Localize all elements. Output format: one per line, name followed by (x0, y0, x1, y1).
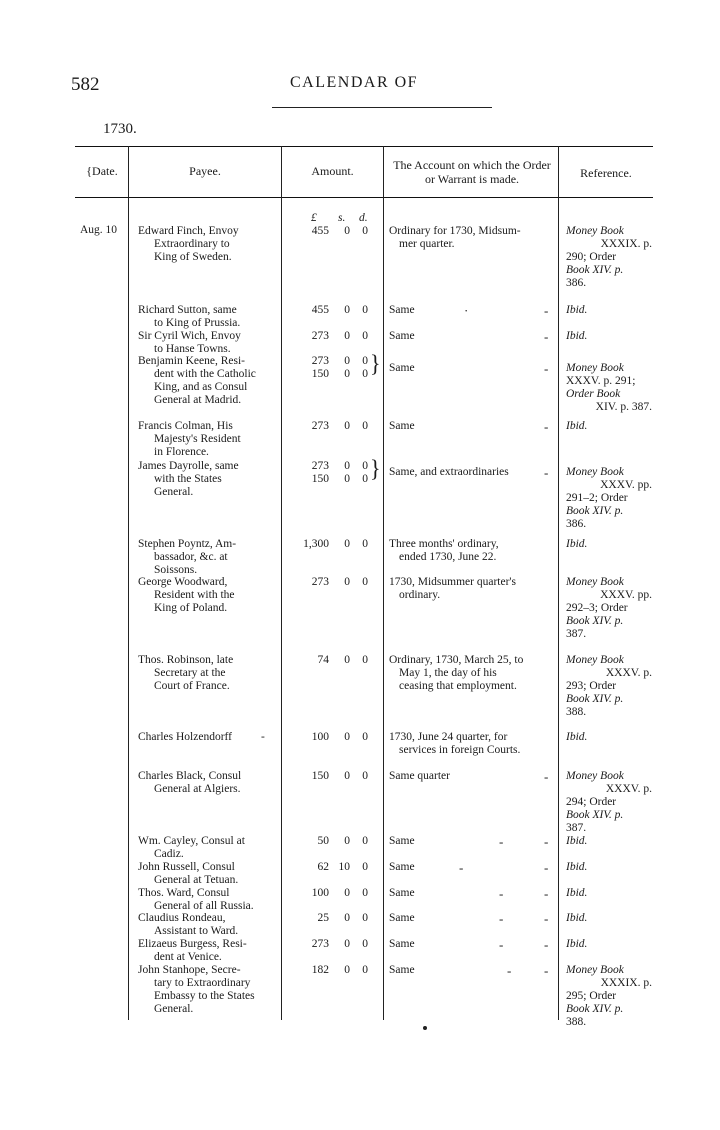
reference-cell: Ibid. (566, 420, 588, 432)
amount-shillings: 0 (344, 355, 350, 367)
payee-cell (138, 770, 268, 796)
payee-line: Assistant to Ward. (154, 925, 239, 937)
payee-line: to Hanse Towns. (154, 343, 231, 355)
account-line: Same (389, 887, 415, 899)
table-top-rule (75, 146, 653, 147)
reference-line: Money Book (566, 466, 624, 478)
amount-pounds: 50 (317, 835, 329, 847)
leader-dot: · (464, 303, 469, 318)
account-cell (389, 731, 551, 757)
payee-cell (138, 887, 268, 913)
account-cell (389, 654, 551, 693)
payee-line: bassador, &c. at (154, 551, 228, 563)
reference-cell (566, 225, 652, 290)
reference-line: 292–3; Order (566, 602, 628, 614)
account-cell (389, 466, 551, 479)
amount-pence: 0 (362, 355, 368, 367)
amount-pounds: 25 (317, 912, 329, 924)
payee-cell (138, 938, 268, 964)
account-cell (389, 362, 551, 375)
payee-cell (138, 861, 268, 887)
payee-line: Claudius Rondeau, (138, 912, 226, 924)
payee-cell (138, 460, 268, 499)
unit-shillings: s. (338, 212, 346, 224)
payee-line: dent with the Catholic (154, 368, 256, 380)
header-date: {Date. (86, 164, 118, 178)
amount-pence: 0 (362, 420, 368, 432)
leader-dot: - (544, 465, 549, 480)
amount-pence: 0 (362, 538, 368, 550)
reference-line: 293; Order (566, 680, 617, 692)
reference-line: Book XIV. p. (566, 809, 624, 821)
leader-dot: - (544, 834, 549, 849)
payee-cell (138, 304, 268, 330)
amount-pounds: 273 (311, 460, 329, 472)
reference-line: 294; Order (566, 796, 617, 808)
amount-pounds: 273 (311, 576, 329, 588)
account-cell (389, 330, 551, 343)
payee-line: Extraordinary to (154, 238, 230, 250)
amount-shillings: 0 (344, 304, 350, 316)
account-line: ceasing that employment. (399, 680, 517, 692)
amount-shillings: 0 (344, 654, 350, 666)
reference-line: Money Book (566, 362, 624, 374)
reference-line: Book XIV. p. (566, 1003, 624, 1015)
amount-shillings: 0 (344, 576, 350, 588)
leader-dot: - (544, 329, 549, 344)
account-line: Same (389, 861, 415, 873)
payee-line: King of Sweden. (154, 251, 232, 263)
amount-pounds: 150 (311, 473, 329, 485)
account-cell (389, 576, 551, 602)
column-divider-payee (281, 146, 282, 1020)
amount-pounds: 455 (311, 225, 329, 237)
leader-dot: - (544, 303, 549, 318)
account-line: ordinary. (399, 589, 441, 601)
account-cell (389, 225, 551, 251)
date-entry: Aug. 10 (80, 224, 118, 236)
payee-line: General of all Russia. (154, 900, 254, 912)
account-line: Same (389, 304, 415, 316)
reference-cell (566, 770, 652, 835)
payee-cell (138, 538, 268, 577)
payee-line: John Stanhope, Secre- (138, 964, 241, 976)
payee-line: Charles Black, Consul (138, 770, 242, 782)
payee-line: General at Madrid. (154, 394, 242, 406)
reference-line: Money Book (566, 576, 624, 588)
reference-line: XXXV. p. 291; (566, 375, 636, 387)
leader-dot: - (544, 860, 549, 875)
amount-pounds: 100 (311, 731, 329, 743)
running-head: CALENDAR OF (290, 74, 419, 91)
payee-cell (138, 731, 268, 744)
reference-line: Order Book (566, 388, 621, 400)
reference-line: XIV. p. 387. (595, 401, 652, 413)
account-line: Ordinary for 1730, Midsum- (389, 225, 521, 237)
amount-pence: 0 (362, 912, 368, 924)
amount-pence: 0 (362, 368, 368, 380)
reference-cell: Ibid. (566, 330, 588, 342)
reference-line: XXXV. pp. (600, 479, 652, 491)
leader-dot: - (544, 886, 549, 901)
header-amount: Amount. (311, 164, 354, 178)
payee-cell (138, 355, 268, 407)
reference-line: 388. (566, 1016, 587, 1028)
payee-line: Francis Colman, His (138, 420, 233, 432)
reference-line: 386. (566, 277, 587, 289)
payee-line: Elizaeus Burgess, Resi- (138, 938, 247, 950)
reference-cell: Ibid. (566, 538, 588, 550)
amount-shillings: 0 (344, 887, 350, 899)
payee-line: Thos. Robinson, late (138, 654, 234, 666)
header-account: The Account on which the Order or Warrant is made. (393, 158, 551, 186)
amount-pounds: 455 (311, 304, 329, 316)
amount-pounds: 273 (311, 355, 329, 367)
reference-line: XXXV. pp. (600, 589, 652, 601)
payee-line: Richard Sutton, same (138, 304, 237, 316)
amount-shillings: 0 (344, 538, 350, 550)
amount-pounds: 182 (311, 964, 329, 976)
amount-shillings: 0 (344, 938, 350, 950)
amount-pence: 0 (362, 770, 368, 782)
reference-cell: Ibid. (566, 912, 588, 924)
account-cell (389, 912, 551, 925)
account-line: Same quarter (389, 770, 450, 782)
payee-line: to King of Prussia. (154, 317, 241, 329)
reference-line: 291–2; Order (566, 492, 628, 504)
reference-cell: Ibid. (566, 835, 588, 847)
reference-line: XXXIX. p. (600, 977, 652, 989)
account-line: Same (389, 964, 415, 976)
leader-dot: - (544, 963, 549, 978)
payee-cell (138, 835, 268, 861)
reference-line: 290; Order (566, 251, 617, 263)
payee-line: General at Algiers. (154, 783, 241, 795)
amount-shillings: 0 (344, 912, 350, 924)
reference-line: Book XIV. p. (566, 264, 624, 276)
payee-line: Soissons. (154, 564, 198, 576)
account-line: Same (389, 420, 415, 432)
account-cell (389, 538, 551, 564)
leader-dot: - (544, 769, 549, 784)
amount-pence: 0 (362, 861, 368, 873)
amount-pence: 0 (362, 304, 368, 316)
payee-cell (138, 576, 268, 615)
amount-pence: 0 (362, 654, 368, 666)
payee-line: in Florence. (154, 446, 209, 458)
reference-line: Book XIV. p. (566, 693, 624, 705)
column-divider-account (558, 146, 559, 1020)
payee-line: King of Poland. (154, 602, 228, 614)
unit-pence: d. (359, 212, 368, 224)
account-line: services in foreign Courts. (399, 744, 521, 756)
reference-line: 387. (566, 628, 587, 640)
leader-dot: - (544, 911, 549, 926)
amount-pence: 0 (362, 887, 368, 899)
account-cell (389, 420, 551, 433)
unit-pounds: £ (311, 212, 317, 224)
account-line: 1730, Midsummer quarter's (389, 576, 516, 588)
page-number: 582 (71, 74, 100, 95)
payee-line: John Russell, Consul (138, 861, 235, 873)
amount-pounds: 273 (311, 938, 329, 950)
printer-dot (423, 1026, 427, 1030)
header-rule (272, 107, 492, 108)
reference-line: Money Book (566, 225, 624, 237)
reference-cell (566, 466, 652, 531)
account-line: Same (389, 330, 415, 342)
leader-dot: - (499, 834, 504, 849)
amount-shillings: 0 (344, 473, 350, 485)
payee-line: Court of France. (154, 680, 230, 692)
account-cell (389, 887, 551, 900)
payee-line: Benjamin Keene, Resi- (138, 355, 245, 367)
payee-line: General. (154, 1003, 194, 1015)
account-line: May 1, the day of his (399, 667, 497, 679)
column-divider-amount (383, 146, 384, 1020)
amount-shillings: 0 (344, 770, 350, 782)
payee-cell (138, 330, 268, 356)
payee-line: Thos. Ward, Consul (138, 887, 230, 899)
amount-pounds: 150 (311, 770, 329, 782)
reference-line: XXXV. p. (605, 667, 652, 679)
amount-shillings: 0 (344, 731, 350, 743)
amount-pounds: 74 (317, 654, 329, 666)
payee-cell (138, 654, 268, 693)
reference-line: Money Book (566, 770, 624, 782)
amount-shillings: 0 (344, 964, 350, 976)
amount-pence: 0 (362, 835, 368, 847)
amount-pence: 0 (362, 225, 368, 237)
reference-line: 388. (566, 706, 587, 718)
amount-pence: 0 (362, 473, 368, 485)
bracket-brace: } (370, 349, 381, 378)
reference-line: Book XIV. p. (566, 505, 624, 517)
amount-pence: 0 (362, 938, 368, 950)
amount-shillings: 0 (344, 460, 350, 472)
reference-line: Book XIV. p. (566, 615, 624, 627)
account-line: Same, and extraordinaries (389, 466, 509, 478)
account-line: 1730, June 24 quarter, for (389, 731, 508, 743)
leader-dot: - (499, 886, 504, 901)
amount-pence: 0 (362, 460, 368, 472)
reference-line: 295; Order (566, 990, 617, 1002)
account-cell (389, 964, 551, 977)
amount-shillings: 0 (344, 225, 350, 237)
leader-dot: - (459, 860, 464, 875)
leader-dot: - (261, 731, 265, 743)
payee-line: Resident with the (154, 589, 235, 601)
reference-line: 387. (566, 822, 587, 834)
amount-pounds: 1,300 (303, 538, 329, 550)
reference-cell: Ibid. (566, 938, 588, 950)
account-cell (389, 304, 551, 317)
leader-dot: - (544, 937, 549, 952)
payee-line: James Dayrolle, same (138, 460, 239, 472)
amount-pence: 0 (362, 964, 368, 976)
header-reference: Reference. (580, 166, 632, 180)
year-heading: 1730. (103, 121, 137, 137)
reference-line: Money Book (566, 654, 624, 666)
account-cell (389, 938, 551, 951)
payee-line: Secretary at the (154, 667, 226, 679)
reference-cell: Ibid. (566, 887, 588, 899)
reference-cell (566, 964, 652, 1029)
amount-pounds: 62 (317, 861, 329, 873)
payee-cell (138, 912, 268, 938)
account-line: Same (389, 938, 415, 950)
amount-pounds: 273 (311, 420, 329, 432)
reference-line: XXXV. p. (605, 783, 652, 795)
payee-line: King, and as Consul (154, 381, 248, 393)
reference-line: XXXIX. p. (600, 238, 652, 250)
reference-cell: Ibid. (566, 304, 588, 316)
amount-pence: 0 (362, 330, 368, 342)
amount-shillings: 0 (344, 835, 350, 847)
account-line: ended 1730, June 22. (399, 551, 497, 563)
payee-line: Charles Holzendorff (138, 731, 232, 743)
amount-shillings: 0 (344, 330, 350, 342)
leader-dot: - (499, 911, 504, 926)
amount-shillings: 10 (338, 861, 350, 873)
column-divider-date (128, 146, 129, 1020)
account-line: Same (389, 362, 415, 374)
payee-line: Stephen Poyntz, Am- (138, 538, 237, 550)
payee-line: with the States (154, 473, 222, 485)
reference-cell (566, 654, 652, 719)
payee-cell (138, 420, 268, 459)
header-payee: Payee. (189, 164, 221, 178)
account-line: Same (389, 835, 415, 847)
account-cell (389, 861, 551, 874)
payee-cell (138, 225, 268, 264)
reference-cell: Ibid. (566, 861, 588, 873)
payee-line: Embassy to the States (154, 990, 255, 1002)
account-cell (389, 835, 551, 848)
reference-line: Money Book (566, 964, 624, 976)
payee-line: General at Tetuan. (154, 874, 239, 886)
payee-line: dent at Venice. (154, 951, 222, 963)
amount-pounds: 100 (311, 887, 329, 899)
leader-dot: - (544, 419, 549, 434)
payee-line: tary to Extraordinary (154, 977, 251, 989)
reference-cell (566, 576, 652, 641)
reference-cell (566, 362, 652, 414)
leader-dot: - (499, 937, 504, 952)
payee-line: George Woodward, (138, 576, 228, 588)
reference-cell: Ibid. (566, 731, 588, 743)
payee-cell (138, 964, 268, 1016)
leader-dot: - (507, 963, 512, 978)
amount-pounds: 273 (311, 330, 329, 342)
account-cell (389, 770, 551, 783)
payee-line: Sir Cyril Wich, Envoy (138, 330, 241, 342)
table-header-rule (75, 197, 653, 198)
payee-line: Majesty's Resident (154, 433, 241, 445)
amount-shillings: 0 (344, 420, 350, 432)
leader-dot: - (544, 361, 549, 376)
reference-line: 386. (566, 518, 587, 530)
amount-shillings: 0 (344, 368, 350, 380)
account-line: mer quarter. (399, 238, 455, 250)
account-line: Same (389, 912, 415, 924)
amount-pence: 0 (362, 731, 368, 743)
payee-line: Cadiz. (154, 848, 184, 860)
payee-line: General. (154, 486, 194, 498)
amount-pounds: 150 (311, 368, 329, 380)
account-line: Three months' ordinary, (389, 538, 499, 550)
amount-pence: 0 (362, 576, 368, 588)
payee-line: Wm. Cayley, Consul at (138, 835, 245, 847)
account-line: Ordinary, 1730, March 25, to (389, 654, 524, 666)
payee-line: Edward Finch, Envoy (138, 225, 239, 237)
bracket-brace: } (370, 454, 381, 483)
